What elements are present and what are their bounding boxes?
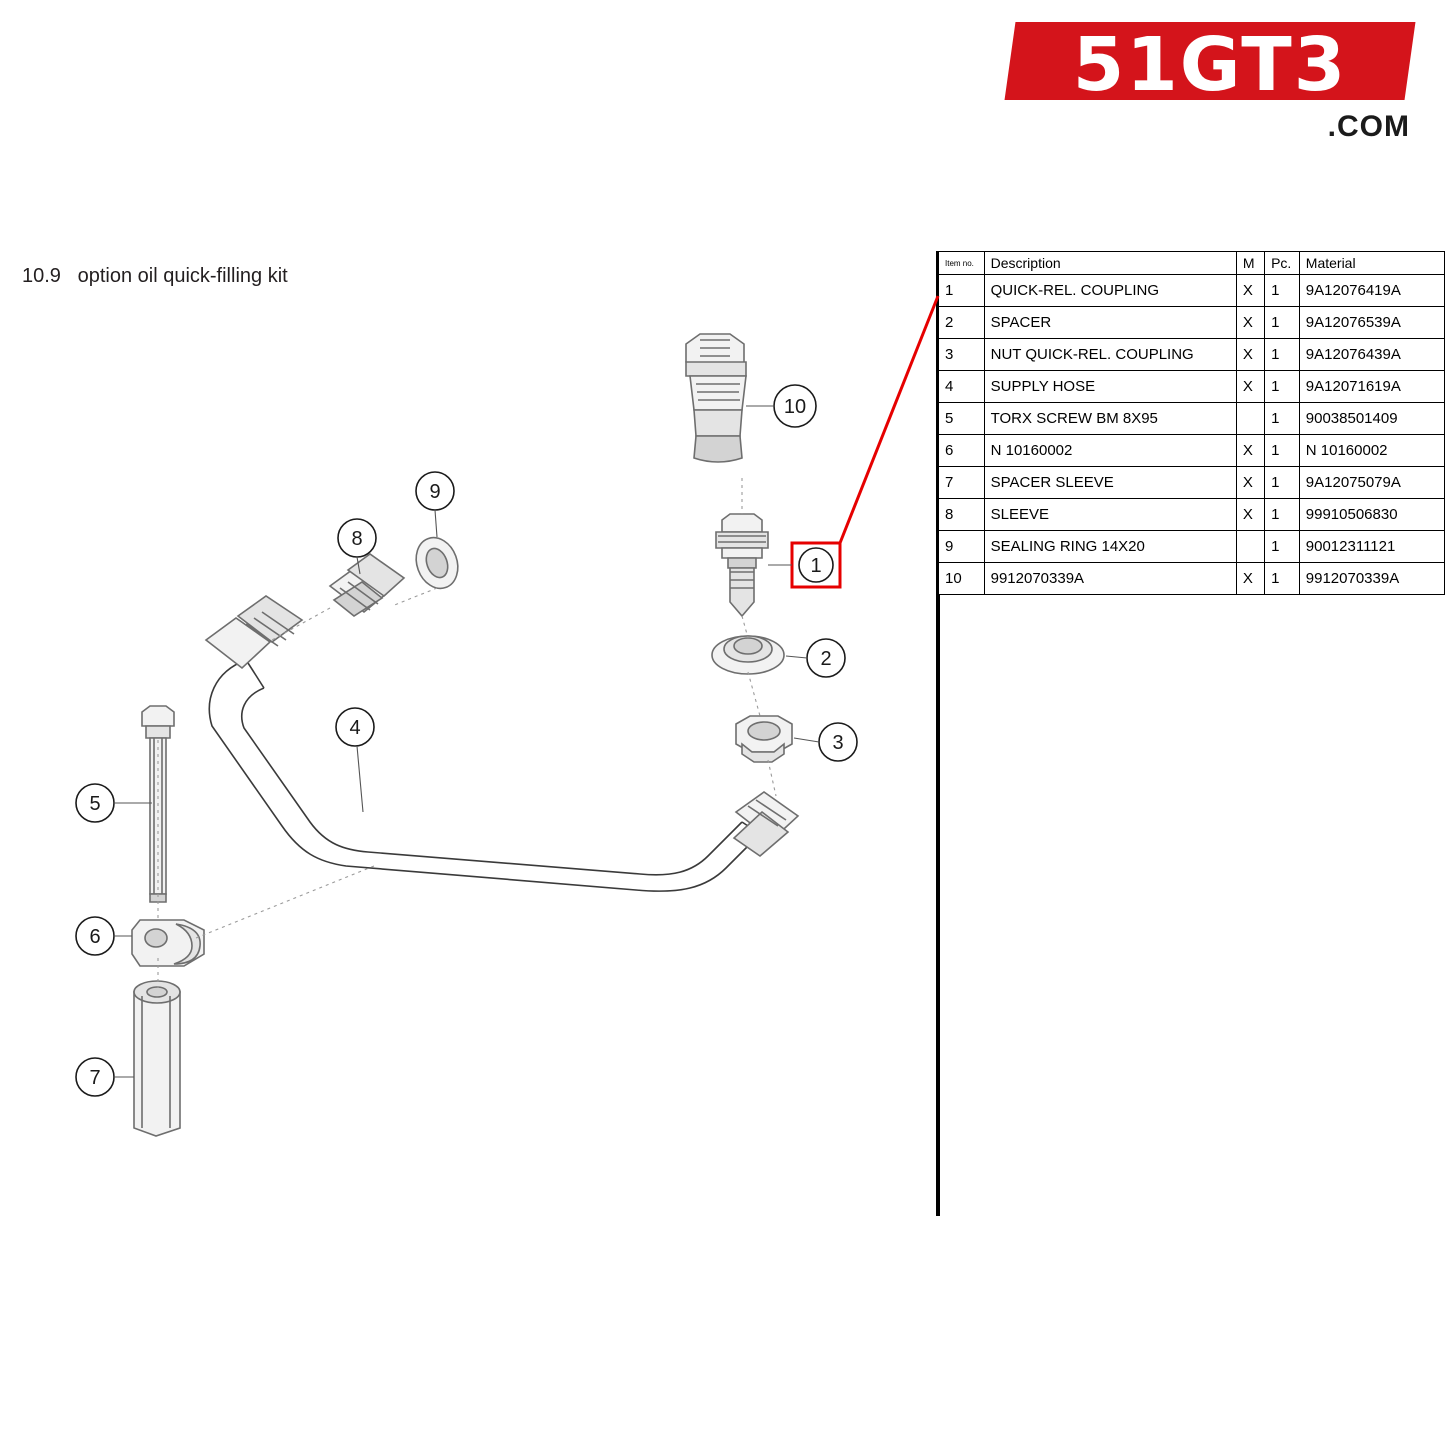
cell-description: SUPPLY HOSE — [984, 371, 1236, 403]
balloon-3[interactable] — [794, 723, 857, 761]
cell-item: 3 — [939, 339, 985, 371]
cell-item: 7 — [939, 467, 985, 499]
cell-item: 8 — [939, 499, 985, 531]
part-2-spacer — [712, 636, 784, 674]
balloon-label: 9 — [429, 481, 441, 503]
balloon-label: 1 — [810, 555, 822, 577]
balloon-1[interactable] — [768, 296, 938, 587]
cell-pc: 1 — [1265, 563, 1300, 595]
cell-item: 6 — [939, 435, 985, 467]
header-pc: Pc. — [1265, 252, 1300, 275]
cell-m: X — [1236, 339, 1264, 371]
cell-description: SPACER SLEEVE — [984, 467, 1236, 499]
header-item: Item no. — [939, 252, 985, 275]
part-3-nut — [736, 716, 792, 762]
cell-pc: 1 — [1265, 467, 1300, 499]
header-m: M — [1236, 252, 1264, 275]
balloon-5[interactable] — [76, 784, 152, 822]
assembly-dashed-lines — [158, 478, 776, 988]
page-title: 10.9 option oil quick-filling kit — [22, 265, 288, 287]
cell-material: N 10160002 — [1299, 435, 1444, 467]
part-10-filler-neck — [686, 334, 746, 462]
cell-material: 9A12076539A — [1299, 307, 1444, 339]
cell-m: X — [1236, 307, 1264, 339]
logo-dotcom: .COM — [1327, 110, 1410, 143]
balloon-label: 5 — [89, 793, 101, 815]
cell-item: 2 — [939, 307, 985, 339]
part-8-sleeve — [330, 554, 404, 616]
logo-text: 51GT3 — [1072, 22, 1348, 108]
cell-pc: 1 — [1265, 403, 1300, 435]
cell-item: 5 — [939, 403, 985, 435]
balloon-label: 3 — [832, 732, 844, 754]
cell-description: NUT QUICK-REL. COUPLING — [984, 339, 1236, 371]
cell-pc: 1 — [1265, 275, 1300, 307]
part-6-clamp — [132, 920, 204, 966]
balloon-label: 4 — [349, 717, 361, 739]
balloon-2[interactable] — [786, 639, 845, 677]
balloon-4[interactable] — [336, 708, 374, 812]
header-material: Material — [1299, 252, 1444, 275]
cell-pc: 1 — [1265, 307, 1300, 339]
cell-pc: 1 — [1265, 435, 1300, 467]
balloon-7[interactable] — [76, 1058, 134, 1096]
balloon-10[interactable] — [746, 385, 816, 427]
cell-material: 90012311121 — [1299, 531, 1444, 563]
balloon-9[interactable] — [416, 472, 454, 537]
cell-pc: 1 — [1265, 531, 1300, 563]
cell-pc: 1 — [1265, 339, 1300, 371]
cell-item: 4 — [939, 371, 985, 403]
cell-m: X — [1236, 467, 1264, 499]
cell-m: X — [1236, 563, 1264, 595]
cell-description: QUICK-REL. COUPLING — [984, 275, 1236, 307]
part-9-sealing-ring — [409, 532, 464, 595]
cell-m: X — [1236, 499, 1264, 531]
balloon-6[interactable] — [76, 917, 132, 955]
cell-m: X — [1236, 371, 1264, 403]
cell-description: 9912070339A — [984, 563, 1236, 595]
cell-material: 9A12076439A — [1299, 339, 1444, 371]
balloon-label: 8 — [351, 528, 363, 550]
cell-material: 90038501409 — [1299, 403, 1444, 435]
cell-material: 9A12071619A — [1299, 371, 1444, 403]
cell-pc: 1 — [1265, 371, 1300, 403]
balloon-label: 10 — [783, 396, 807, 418]
cell-material: 9A12075079A — [1299, 467, 1444, 499]
cell-item: 9 — [939, 531, 985, 563]
part-1-quick-release-coupling — [716, 514, 768, 616]
cell-description: TORX SCREW BM 8X95 — [984, 403, 1236, 435]
balloon-label: 6 — [89, 926, 101, 948]
header-description: Description — [984, 252, 1236, 275]
cell-m: X — [1236, 275, 1264, 307]
cell-m: X — [1236, 435, 1264, 467]
cell-description: SEALING RING 14X20 — [984, 531, 1236, 563]
cell-description: N 10160002 — [984, 435, 1236, 467]
cell-description: SLEEVE — [984, 499, 1236, 531]
cell-item: 10 — [939, 563, 985, 595]
cell-material: 9912070339A — [1299, 563, 1444, 595]
cell-item: 1 — [939, 275, 985, 307]
cell-material: 99910506830 — [1299, 499, 1444, 531]
balloon-label: 2 — [820, 648, 832, 670]
part-7-spacer-sleeve — [134, 981, 180, 1136]
cell-pc: 1 — [1265, 499, 1300, 531]
cell-material: 9A12076419A — [1299, 275, 1444, 307]
part-4-supply-hose — [206, 596, 798, 891]
balloon-label: 7 — [89, 1067, 101, 1089]
cell-description: SPACER — [984, 307, 1236, 339]
